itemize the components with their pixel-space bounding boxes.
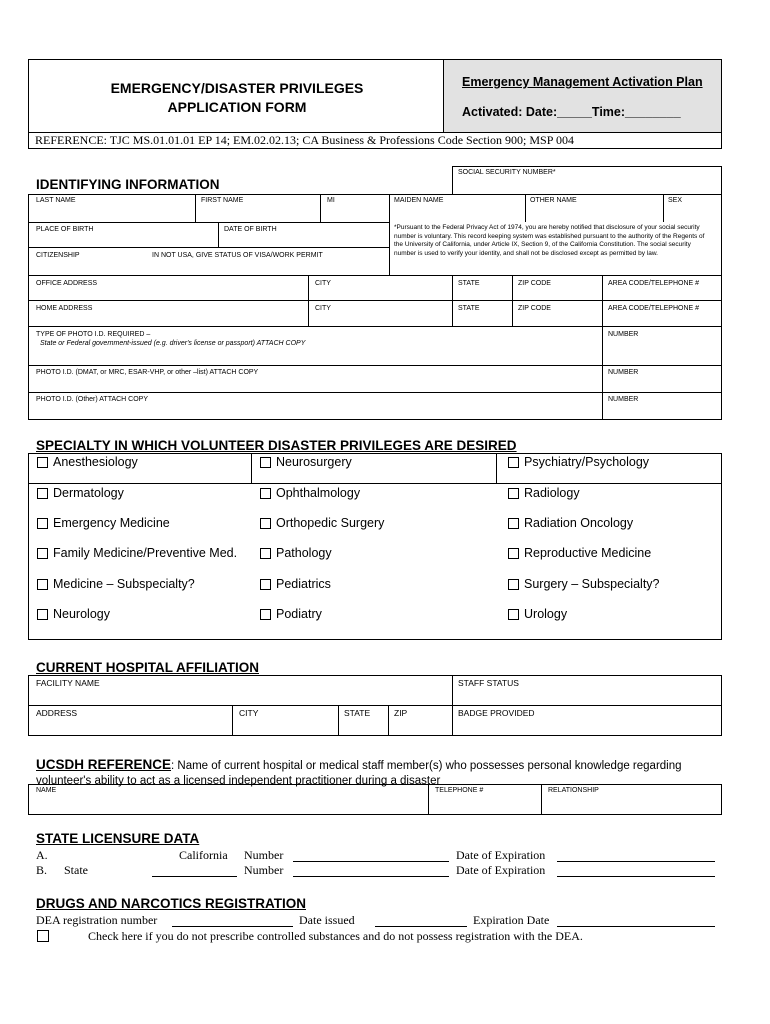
photo-id-number-label-1: NUMBER: [608, 331, 639, 338]
specialty-option[interactable]: Surgery – Subspecialty?: [508, 577, 660, 591]
checkbox-icon[interactable]: [260, 488, 271, 499]
date-issued-field[interactable]: [375, 926, 467, 927]
last-name-label: LAST NAME: [36, 197, 76, 204]
licensure-a: A.: [36, 848, 48, 862]
dea-field[interactable]: [172, 926, 293, 927]
specialty-option[interactable]: Pathology: [260, 546, 332, 560]
office-address-label: OFFICE ADDRESS: [36, 280, 98, 287]
specialty-option[interactable]: Emergency Medicine: [37, 516, 170, 530]
form-title-line2: APPLICATION FORM: [167, 99, 307, 115]
photo-id-dmat-label: PHOTO I.D. (DMAT, or MRC, ESAR-VHP, or other –list) ATTACH COPY: [36, 369, 259, 376]
specialty-option[interactable]: Ophthalmology: [260, 486, 360, 500]
licensure-expiration-b-label: Date of Expiration: [456, 863, 546, 877]
specialty-option[interactable]: Reproductive Medicine: [508, 546, 651, 560]
checkbox-icon[interactable]: [260, 548, 271, 559]
identifying-heading: IDENTIFYING INFORMATION: [36, 177, 220, 192]
drugs-heading: DRUGS AND NARCOTICS REGISTRATION: [36, 896, 306, 911]
ucsdh-heading: UCSDH REFERENCE: [36, 757, 172, 772]
specialty-option[interactable]: Radiation Oncology: [508, 516, 633, 530]
licensure-number-b-label: Number: [244, 863, 284, 877]
specialty-option[interactable]: Dermatology: [37, 486, 124, 500]
specialty-option[interactable]: Medicine – Subspecialty?: [37, 577, 195, 591]
licensure-state-label: State: [64, 863, 88, 877]
home-phone-label: AREA CODE/TELEPHONE #: [608, 305, 700, 312]
ssn-label: SOCIAL SECURITY NUMBER*: [458, 169, 556, 176]
licensure-number-b-field[interactable]: [293, 876, 449, 877]
form-title-line1: EMERGENCY/DISASTER PRIVILEGES: [110, 80, 364, 96]
licensure-expiration-a-field[interactable]: [557, 861, 715, 862]
first-name-label: FIRST NAME: [201, 197, 244, 204]
ucsdh-relationship-label: RELATIONSHIP: [548, 787, 599, 794]
checkbox-icon[interactable]: [37, 579, 48, 590]
home-city-label: CITY: [315, 305, 331, 312]
form-title: [28, 79, 446, 117]
specialty-option[interactable]: Psychiatry/Psychology: [508, 455, 649, 469]
home-address-label: HOME ADDRESS: [36, 305, 93, 312]
home-state-label: STATE: [458, 305, 480, 312]
date-of-birth-label: DATE OF BIRTH: [224, 226, 277, 233]
specialty-option[interactable]: Family Medicine/Preventive Med.: [37, 546, 237, 560]
checkbox-icon[interactable]: [37, 518, 48, 529]
citizenship-label: CITIZENSHIP: [36, 252, 80, 259]
checkbox-icon[interactable]: [260, 518, 271, 529]
plan-box: [443, 59, 722, 133]
checkbox-icon[interactable]: [37, 548, 48, 559]
ucsdh-telephone-label: TELEPHONE #: [435, 787, 484, 794]
mi-label: MI: [327, 197, 335, 204]
facility-name-label: FACILITY NAME: [36, 678, 100, 688]
specialty-option[interactable]: Orthopedic Surgery: [260, 516, 384, 530]
checkbox-icon[interactable]: [508, 518, 519, 529]
hospital-city-label: CITY: [239, 708, 259, 718]
expiration-date-field[interactable]: [557, 926, 715, 927]
photo-id-number-label-3: NUMBER: [608, 396, 639, 403]
photo-id-number-label-2: NUMBER: [608, 369, 639, 376]
photo-id-required-line2: State or Federal government-issued (e.g. driver's license or passport) ATTACH COPY: [40, 340, 306, 347]
checkbox-icon[interactable]: [37, 609, 48, 620]
checkbox-icon[interactable]: [508, 579, 519, 590]
licensure-expiration-a-label: Date of Expiration: [456, 848, 546, 862]
specialty-option[interactable]: Podiatry: [260, 607, 322, 621]
badge-provided-label: BADGE PROVIDED: [458, 708, 535, 718]
visa-label: IN NOT USA, GIVE STATUS OF VISA/WORK PERMIT: [152, 252, 323, 259]
checkbox-icon[interactable]: [508, 609, 519, 620]
specialty-heading: SPECIALTY IN WHICH VOLUNTEER DISASTER PRIVILEGES ARE DESIRED: [36, 438, 517, 453]
checkbox-icon[interactable]: [260, 579, 271, 590]
sex-label: SEX: [668, 197, 683, 204]
office-phone-label: AREA CODE/TELEPHONE #: [608, 280, 700, 287]
home-zip-label: ZIP CODE: [518, 305, 551, 312]
other-name-label: OTHER NAME: [530, 197, 577, 204]
no-dea-checkbox[interactable]: [37, 930, 49, 942]
checkbox-icon[interactable]: [37, 488, 48, 499]
staff-status-label: STAFF STATUS: [458, 678, 519, 688]
ucsdh-text2: volunteer's ability to act as a licensed independent practitioner during a disaster: [36, 775, 441, 787]
specialty-option[interactable]: Radiology: [508, 486, 580, 500]
checkbox-icon[interactable]: [508, 457, 519, 468]
hospital-state-label: STATE: [344, 708, 371, 718]
specialty-option[interactable]: Anesthesiology: [37, 455, 138, 469]
licensure-state-field[interactable]: [152, 876, 237, 877]
ucsdh-table: [28, 784, 722, 815]
maiden-name-label: MAIDEN NAME: [394, 197, 444, 204]
privacy-notice: *Pursuant to the Federal Privacy Act of 1974, you are hereby notified that disclosure of your social security number is voluntary. This record keeping system was established pursuant to the authority of the Regents of the University of California, under Article IX, Section 9, of the California Constitution. The social security number is used to verify your identity, and shall not be disclosed except as permitted by law.: [394, 224, 705, 258]
photo-id-required-line1: TYPE OF PHOTO I.D. REQUIRED –: [36, 331, 151, 338]
licensure-california: California: [179, 848, 228, 862]
checkbox-icon[interactable]: [508, 548, 519, 559]
checkbox-icon[interactable]: [37, 457, 48, 468]
place-of-birth-label: PLACE OF BIRTH: [36, 226, 94, 233]
licensure-number-a-label: Number: [244, 848, 284, 862]
date-issued-label: Date issued: [299, 913, 355, 927]
specialty-option[interactable]: Pediatrics: [260, 577, 331, 591]
checkbox-icon[interactable]: [508, 488, 519, 499]
hospital-zip-label: ZIP: [394, 708, 408, 718]
checkbox-icon[interactable]: [260, 609, 271, 620]
checkbox-icon[interactable]: [260, 457, 271, 468]
ucsdh-text: : Name of current hospital or medical staff member(s) who possesses personal knowledge regarding: [171, 760, 682, 772]
expiration-date-label: Expiration Date: [473, 913, 550, 927]
hospital-heading: CURRENT HOSPITAL AFFILIATION: [36, 660, 259, 675]
office-city-label: CITY: [315, 280, 331, 287]
dea-label: DEA registration number: [36, 913, 158, 927]
specialty-option[interactable]: Neurology: [37, 607, 110, 621]
licensure-expiration-b-field[interactable]: [557, 876, 715, 877]
office-zip-label: ZIP CODE: [518, 280, 551, 287]
licensure-number-a-field[interactable]: [293, 861, 449, 862]
no-dea-text: Check here if you do not prescribe controlled substances and do not possess registration with the DEA.: [88, 929, 583, 943]
photo-id-other-label: PHOTO I.D. (Other) ATTACH COPY: [36, 396, 149, 403]
specialty-option[interactable]: Neurosurgery: [260, 455, 352, 469]
office-state-label: STATE: [458, 280, 480, 287]
specialty-option[interactable]: Urology: [508, 607, 567, 621]
reference-text: REFERENCE: TJC MS.01.01.01 EP 14; EM.02.02.13; CA Business & Professions Code Section 900; MSP 004: [35, 133, 574, 147]
licensure-b: B.: [36, 863, 48, 877]
hospital-address-label: ADDRESS: [36, 708, 78, 718]
activated-line: Activated: Date:_____Time:________: [462, 105, 681, 119]
ucsdh-name-label: NAME: [36, 787, 57, 794]
licensure-heading: STATE LICENSURE DATA: [36, 831, 200, 846]
plan-title: Emergency Management Activation Plan: [462, 75, 703, 89]
